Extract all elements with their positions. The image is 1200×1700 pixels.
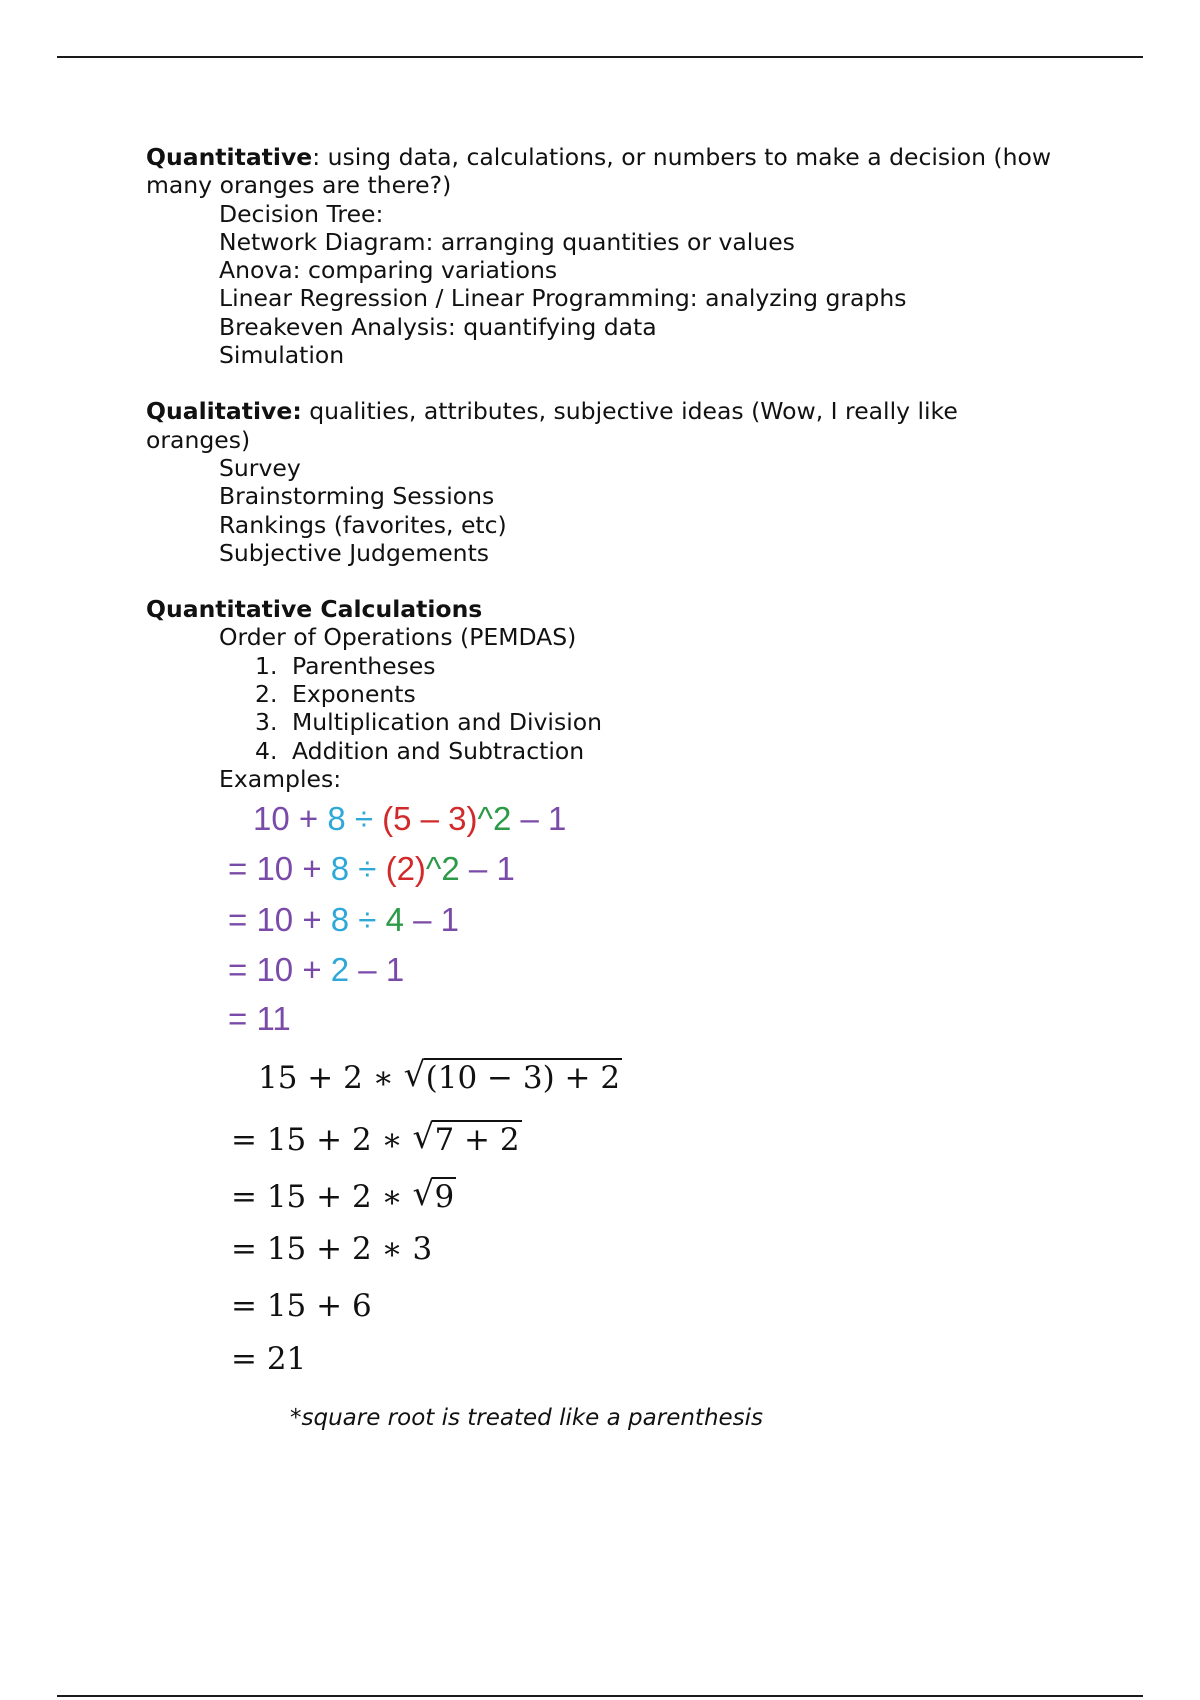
qualitative-title: Qualitative: (146, 397, 302, 426)
list-item: Breakeven Analysis: quantifying data (219, 312, 657, 341)
equation-line: = 10 + 2 – 1 (228, 951, 405, 988)
equation-line: = 21 (231, 1341, 307, 1377)
quantitative-definition: Quantitative: using data, calculations, or numbers to make a decision (how many oranges are there?) (146, 143, 1052, 200)
equation-line: = 15 + 2 ∗ √ 9 (231, 1174, 455, 1215)
list-item: Simulation (219, 341, 345, 370)
quantitative-title: Quantitative (146, 143, 313, 171)
equation-line: = 15 + 6 (231, 1288, 372, 1324)
document-body (146, 143, 1106, 793)
list-item: 2. Exponents (255, 680, 416, 709)
list-item: 4. Addition and Subtraction (255, 736, 585, 765)
list-item: Anova: comparing variations (219, 256, 558, 285)
list-item: Subjective Judgements (219, 538, 490, 567)
list-item: 1. Parentheses (255, 651, 436, 680)
equation-line: 15 + 2 ∗ √ (10 − 3) + 2 (258, 1055, 621, 1096)
sqrt-icon: √ (10 − 3) + 2 (403, 1055, 621, 1096)
equation-line: = 10 + 8 ÷ 4 – 1 (228, 901, 459, 938)
equation-line: = 10 + 8 ÷ (2)^2 – 1 (228, 850, 515, 887)
quantitative-list (146, 200, 1106, 370)
examples-label: Examples: (219, 764, 342, 793)
qualitative-definition: Qualitative: qualities, attributes, subjective ideas (Wow, I really like oranges) (146, 397, 958, 454)
list-item: Rankings (favorites, etc) (219, 510, 507, 539)
equation-line: 10 + 8 ÷ (5 – 3)^2 – 1 (253, 800, 567, 837)
list-item: 3. Multiplication and Division (255, 708, 603, 737)
pemdas-list (146, 652, 1106, 765)
order-of-operations-label: Order of Operations (PEMDAS) (219, 623, 577, 652)
list-item: Survey (219, 453, 301, 482)
equation-line: = 15 + 2 ∗ √ 7 + 2 (231, 1117, 520, 1158)
equation-line: = 11 (228, 1000, 291, 1037)
bottom-rule (57, 1695, 1143, 1697)
list-item: Decision Tree: (219, 199, 384, 228)
list-item: Brainstorming Sessions (219, 482, 495, 511)
sqrt-icon: √ 9 (412, 1174, 455, 1215)
list-item: Linear Regression / Linear Programming: analyzing graphs (219, 284, 907, 313)
top-rule (57, 56, 1143, 58)
calculations-heading: Quantitative Calculations (146, 595, 483, 624)
square-root-note: *square root is treated like a parenthesis (290, 1405, 764, 1431)
list-item: Network Diagram: arranging quantities or values (219, 227, 795, 256)
qualitative-list (146, 454, 1106, 567)
sqrt-icon: √ 7 + 2 (412, 1117, 520, 1158)
equation-line: = 15 + 2 ∗ 3 (231, 1231, 433, 1267)
